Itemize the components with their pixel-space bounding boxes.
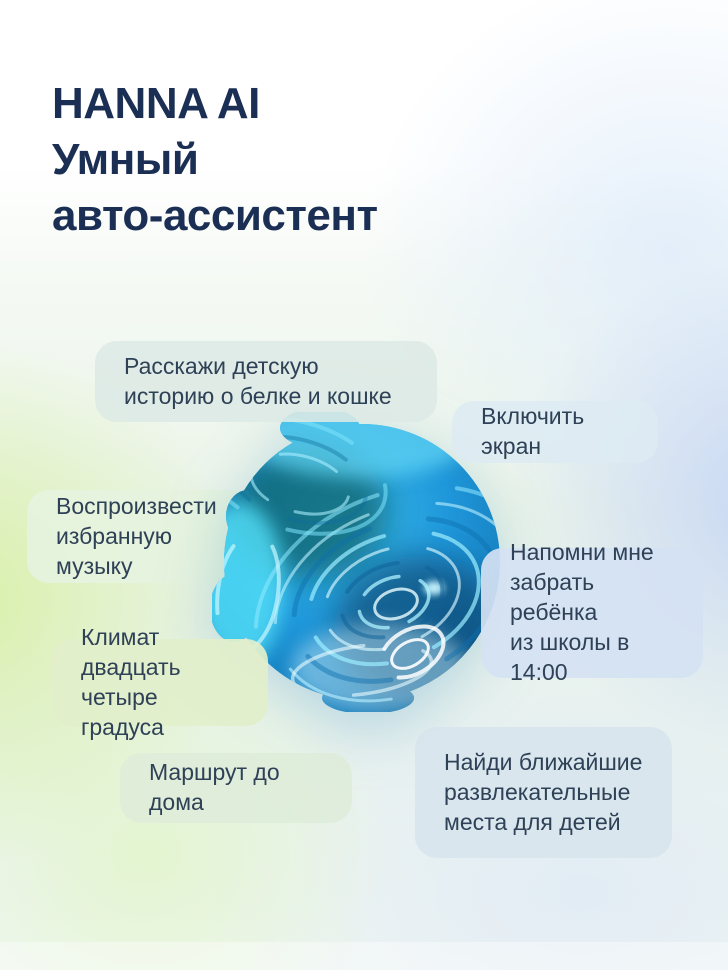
command-text-line: из школы в 14:00 bbox=[510, 629, 630, 685]
command-text-line: Напомни мне bbox=[510, 539, 654, 565]
brand-name: HANNA AI bbox=[52, 79, 260, 128]
command-bubble-reminder bbox=[481, 539, 703, 685]
command-bubble-places bbox=[415, 727, 672, 858]
command-text-line: Расскажи детскую bbox=[124, 352, 319, 379]
page-title bbox=[52, 76, 378, 244]
subtitle-line-1: Умный bbox=[52, 135, 199, 184]
bottom-fade-strip bbox=[0, 942, 728, 970]
command-text-line: Найди ближайшие bbox=[444, 748, 643, 775]
command-text-line: историю о белке и кошке bbox=[124, 382, 392, 409]
command-text-line: Климат двадцать bbox=[81, 623, 181, 680]
command-text-line: Включить экран bbox=[481, 403, 585, 459]
subtitle-line-2: авто-ассистент bbox=[52, 191, 378, 240]
command-text-line: места для детей bbox=[444, 808, 621, 835]
command-text-line: Маршрут до дома bbox=[149, 759, 280, 815]
command-text-line: забрать ребёнка bbox=[510, 569, 598, 625]
command-text-line: избранную музыку bbox=[56, 522, 173, 579]
command-text-line: четыре градуса bbox=[81, 683, 164, 740]
command-text-line: Воспроизвести bbox=[56, 492, 217, 519]
command-bubble-screen bbox=[452, 401, 658, 463]
command-bubble-climate bbox=[52, 623, 268, 740]
command-bubble-story bbox=[95, 341, 437, 422]
command-bubble-route bbox=[120, 753, 352, 823]
command-text-line: развлекательные bbox=[444, 778, 631, 805]
